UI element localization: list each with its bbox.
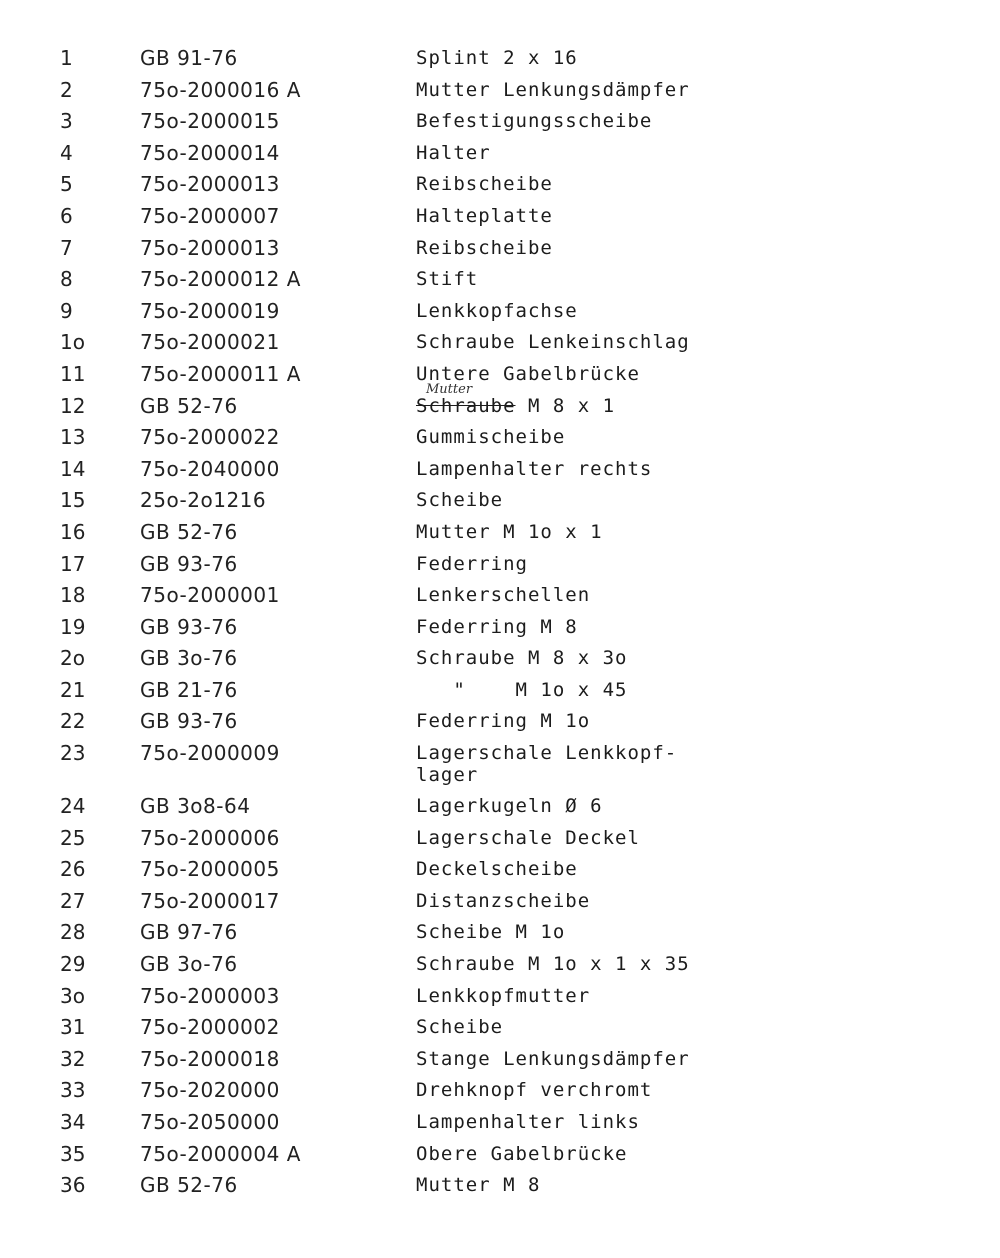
part-number: GB 3o-76 [140, 952, 238, 977]
item-number: 9 [60, 298, 73, 323]
part-description: Lenkkopfmutter [416, 984, 591, 1007]
part-description: Halteplatte [416, 204, 553, 227]
part-description: Untere Gabelbrücke [416, 362, 640, 385]
item-number: 31 [60, 1015, 86, 1040]
list-item [60, 1171, 740, 1203]
part-description: Scheibe [416, 489, 504, 512]
item-number: 1o [60, 330, 85, 355]
item-number: 3 [60, 109, 73, 134]
list-item [60, 855, 740, 887]
list-item [60, 1108, 740, 1140]
item-number: 3o [60, 983, 85, 1008]
part-number: GB 93-76 [140, 551, 238, 576]
part-description: Schraube M 8 x 3o [416, 647, 628, 670]
part-number: 75o-2000014 [140, 140, 280, 165]
list-item [60, 170, 740, 202]
part-number: 75o-2000004 A [140, 1141, 301, 1166]
item-number: 23 [60, 741, 86, 766]
part-number: 75o-2000021 [140, 330, 280, 355]
list-item [60, 297, 740, 329]
item-number: 16 [60, 519, 86, 544]
item-number: 25 [60, 825, 86, 850]
item-number: 7 [60, 235, 73, 260]
list-item [60, 676, 740, 708]
item-number: 8 [60, 267, 73, 292]
list-item [60, 328, 740, 360]
list-item [60, 581, 740, 613]
part-description: Mutter M 8 [416, 1174, 541, 1197]
part-description: Federring M 1o [416, 710, 591, 733]
part-description: Halter [416, 141, 491, 164]
part-description: Schraube Lenkeinschlag [416, 331, 690, 354]
list-item [60, 423, 740, 455]
description-rest: M 8 x 1 [515, 394, 616, 417]
part-number: 75o-2000007 [140, 203, 280, 228]
part-description: Obere Gabelbrücke [416, 1142, 628, 1165]
part-number: GB 3o-76 [140, 646, 238, 671]
part-description: Lagerkugeln Ø 6 [416, 795, 603, 818]
list-item [60, 824, 740, 856]
part-description: Lampenhalter rechts [416, 457, 653, 480]
item-number: 11 [60, 361, 86, 386]
part-number: 75o-2000013 [140, 172, 280, 197]
part-number: 25o-2o1216 [140, 488, 267, 513]
item-number: 2 [60, 77, 73, 102]
part-number: GB 93-76 [140, 709, 238, 734]
list-item [60, 950, 740, 982]
part-description: Mutter Lenkungsdämpfer [416, 78, 690, 101]
part-description: Distanzscheibe [416, 889, 591, 912]
part-number: GB 52-76 [140, 1173, 238, 1198]
list-item [60, 739, 740, 792]
part-description: Deckelscheibe [416, 858, 578, 881]
part-number: 75o-2000016 A [140, 77, 301, 102]
part-number: GB 21-76 [140, 677, 238, 702]
list-item [60, 550, 740, 582]
item-number: 33 [60, 1078, 86, 1103]
part-number: 75o-2000009 [140, 741, 280, 766]
part-description: Scheibe [416, 1016, 504, 1039]
item-number: 17 [60, 551, 86, 576]
item-number: 22 [60, 709, 86, 734]
part-description: Stift [416, 268, 479, 291]
item-number: 32 [60, 1046, 86, 1071]
part-number: GB 52-76 [140, 519, 238, 544]
part-description: Stange Lenkungsdämpfer [416, 1047, 690, 1070]
item-number: 29 [60, 952, 86, 977]
part-description: Lagerschale Deckel [416, 826, 640, 849]
list-item [60, 1140, 740, 1172]
part-description: Drehknopf verchromt [416, 1079, 653, 1102]
item-number: 19 [60, 614, 86, 639]
part-description: Schraube M 1o x 1 x 35 [416, 953, 690, 976]
item-number: 14 [60, 456, 86, 481]
part-description: Gummischeibe [416, 426, 566, 449]
item-number: 36 [60, 1173, 86, 1198]
part-number: 75o-2040000 [140, 456, 280, 481]
item-number: 12 [60, 393, 86, 418]
list-item [60, 613, 740, 645]
part-number: 75o-2000013 [140, 235, 280, 260]
part-number: 75o-2000012 A [140, 267, 301, 292]
list-item [60, 265, 740, 297]
item-number: 5 [60, 172, 73, 197]
list-item [60, 76, 740, 108]
list-item [60, 792, 740, 824]
part-number: 75o-2050000 [140, 1110, 280, 1134]
item-number: 35 [60, 1141, 86, 1166]
part-description: Befestigungsscheibe [416, 110, 653, 133]
part-description: Federring M 8 [416, 615, 578, 638]
part-number: GB 3o8-64 [140, 794, 251, 819]
part-description: Mutter M 1o x 1 [416, 520, 603, 543]
list-item [60, 455, 740, 487]
list-item [60, 381, 740, 424]
part-number: 75o-2000019 [140, 298, 280, 323]
list-item [60, 202, 740, 234]
part-number: 75o-2000011 A [140, 361, 301, 386]
part-number: GB 91-76 [140, 46, 238, 70]
part-description: Reibscheibe [416, 236, 553, 259]
part-description: Lenkkopfachse [416, 299, 578, 322]
handwritten-correction: Mutter [426, 381, 473, 397]
part-number: 75o-2000022 [140, 425, 280, 450]
list-item [60, 982, 740, 1014]
part-description: Splint 2 x 16 [416, 47, 578, 69]
part-number: 75o-2000002 [140, 1015, 280, 1040]
list-item [60, 644, 740, 676]
part-description: Lampenhalter links [416, 1111, 640, 1133]
list-item [60, 707, 740, 739]
list-item [60, 1045, 740, 1077]
item-number: 2o [60, 646, 85, 671]
part-description: Scheibe M 1o [416, 921, 566, 944]
list-item [60, 518, 740, 550]
list-item [60, 139, 740, 171]
part-number: GB 93-76 [140, 614, 238, 639]
item-number: 24 [60, 794, 86, 819]
item-number: 15 [60, 488, 86, 513]
part-number: 75o-2000003 [140, 983, 280, 1008]
item-number: 34 [60, 1110, 86, 1134]
list-item [60, 486, 740, 518]
list-item [60, 234, 740, 266]
item-number: 27 [60, 888, 86, 913]
item-number: 6 [60, 203, 73, 228]
part-description: Reibscheibe [416, 173, 553, 196]
part-description [416, 381, 740, 417]
list-item [60, 360, 740, 392]
part-number: GB 97-76 [140, 920, 238, 945]
list-item [60, 44, 740, 76]
correction [416, 381, 516, 417]
parts-list [60, 44, 740, 1203]
part-number: 75o-2000015 [140, 109, 280, 134]
part-description: Federring [416, 552, 528, 575]
part-number: 75o-2000018 [140, 1046, 280, 1071]
list-item [60, 918, 740, 950]
part-description: " M 1o x 45 [416, 678, 628, 701]
list-item [60, 1076, 740, 1108]
part-number: 75o-2000005 [140, 857, 280, 882]
part-number: 75o-2000001 [140, 583, 280, 608]
part-number: 75o-2020000 [140, 1078, 280, 1103]
item-number: 1 [60, 46, 73, 70]
part-description: Lenkerschellen [416, 584, 591, 607]
list-item [60, 107, 740, 139]
part-number: 75o-2000017 [140, 888, 280, 913]
item-number: 26 [60, 857, 86, 882]
list-item [60, 887, 740, 919]
part-description: Lagerschale Lenkkopf- lager [416, 742, 678, 787]
part-number: 75o-2000006 [140, 825, 280, 850]
struck-text: Schraube [416, 394, 516, 417]
item-number: 28 [60, 920, 86, 945]
item-number: 21 [60, 677, 86, 702]
item-number: 4 [60, 140, 73, 165]
list-item [60, 1013, 740, 1045]
item-number: 18 [60, 583, 86, 608]
item-number: 13 [60, 425, 86, 450]
part-number: GB 52-76 [140, 393, 238, 418]
